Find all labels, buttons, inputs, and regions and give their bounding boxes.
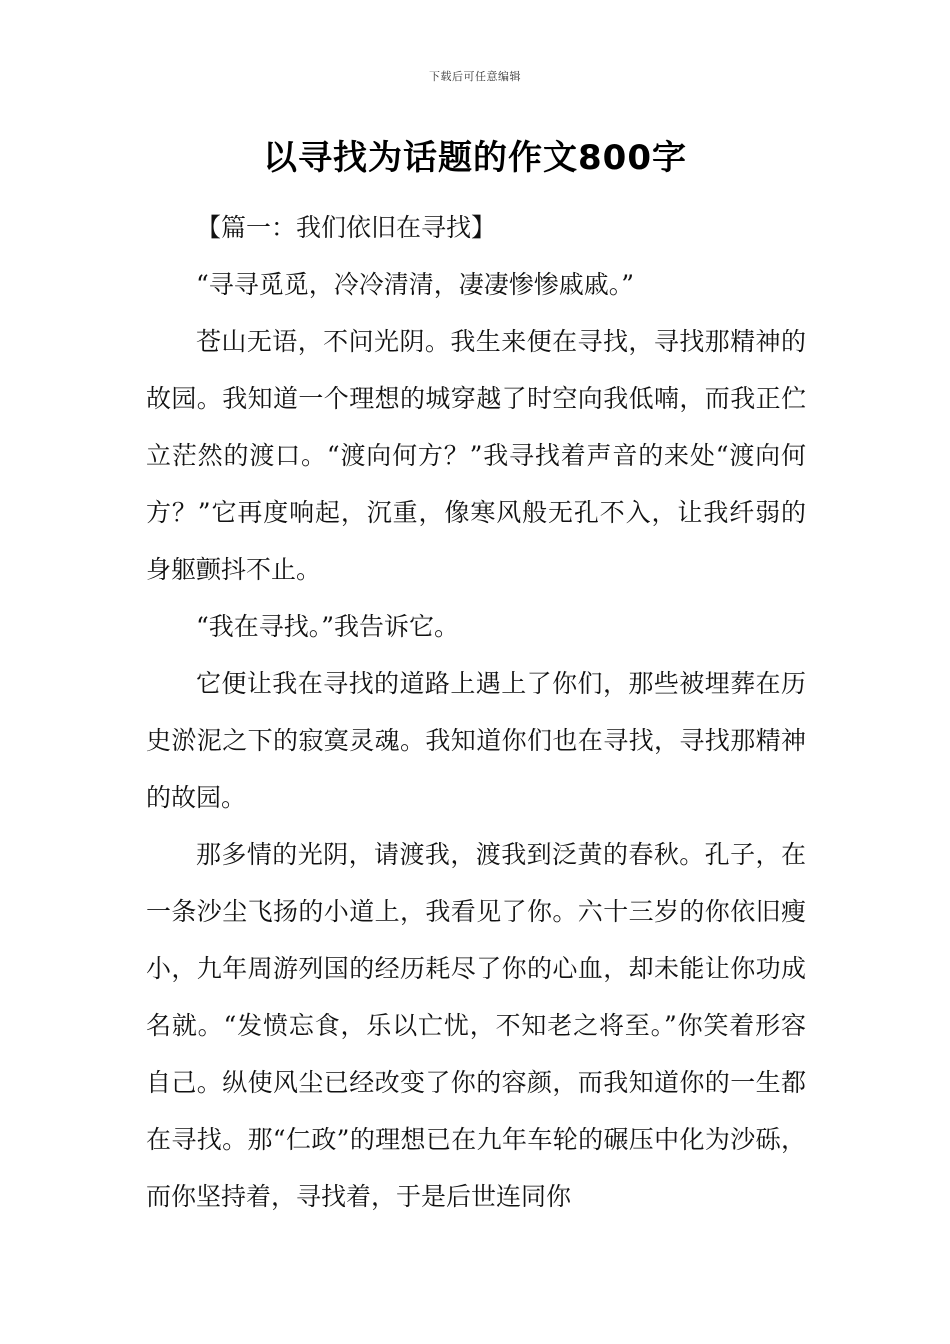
section-heading: 【篇一：我们依旧在寻找】 — [196, 213, 497, 242]
document-body — [146, 199, 806, 1225]
header-note: 下载后可任意编辑 — [429, 70, 521, 83]
paragraph: 那多情的光阴，请渡我，渡我到泛黄的春秋。孔子，在一条沙尘飞扬的小道上，我看见了你。六十三岁的你依旧瘦小，九年周游列国的经历耗尽了你的心血，却未能让你功成名就。“发愤忘食，乐以亡忧，不知老之将至。”你笑着形容自己。纵使风尘已经改变了你的容颜，而我知道你的一生都在寻找。那“仁政”的理想已在九年车轮的碾压中化为沙砾，而你坚持着，寻找着，于是后世连同你 — [146, 840, 806, 1211]
paragraph: 它便让我在寻找的道路上遇上了你们，那些被埋葬在历史淤泥之下的寂寞灵魂。我知道你们也在寻找，寻找那精神的故园。 — [146, 669, 806, 812]
paragraph: “我在寻找。”我告诉它。 — [196, 612, 460, 641]
document-title: 以寻找为话题的作文800字 — [263, 138, 687, 178]
paragraph-quote: “寻寻觅觅，冷冷清清，凄凄惨惨戚戚。” — [196, 270, 635, 299]
paragraph: 苍山无语，不问光阴。我生来便在寻找，寻找那精神的故园。我知道一个理想的城穿越了时空向我低喃，而我正伫立茫然的渡口。“渡向何方？”我寻找着声音的来处“渡向何方？”它再度响起，沉重，像寒风般无孔不入，让我纤弱的身躯颤抖不止。 — [146, 327, 806, 584]
